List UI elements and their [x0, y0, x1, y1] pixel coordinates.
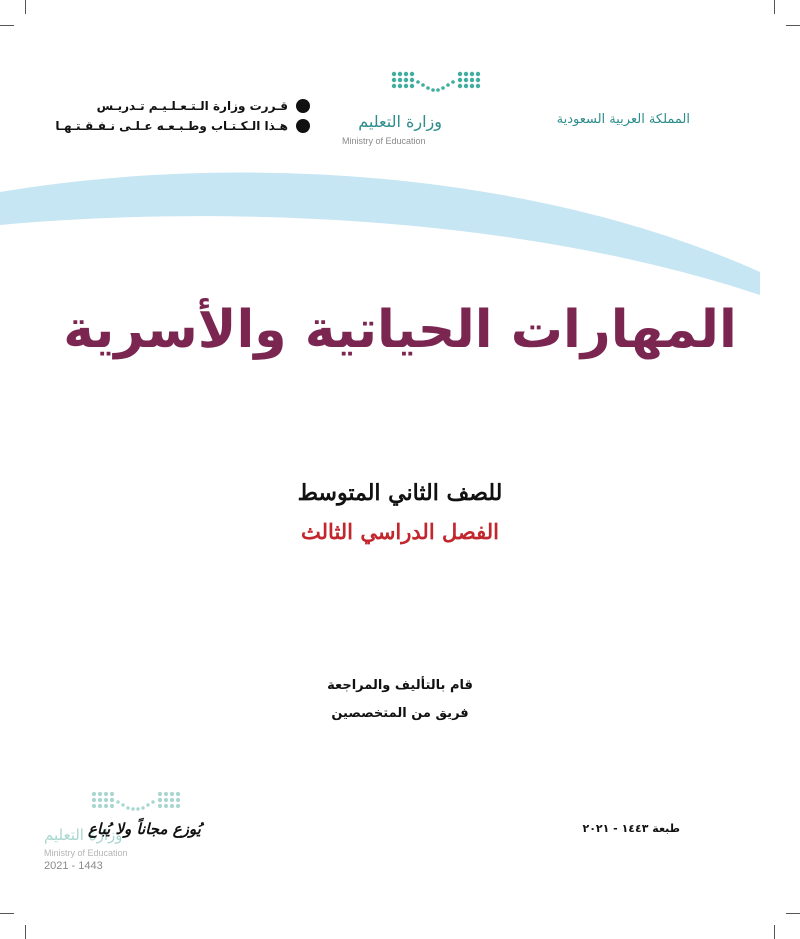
credit-line-1: قام بالتأليف والمراجعة: [327, 678, 473, 693]
ministry-logo-icon: [88, 790, 188, 818]
semester-label: الفصل الدراسي الثالث: [301, 519, 499, 544]
ministry-name-ar: وزارة التعليم: [358, 112, 442, 131]
free-distribution-stamp: يُوزع مجاناً ولا يُباع: [88, 820, 201, 838]
crop-mark: [25, 925, 26, 939]
book-title: المهارات الحياتية والأسرية: [63, 300, 737, 360]
ministry-name-en: Ministry of Education: [342, 136, 426, 146]
grade-label: للصف الثاني المتوسط: [297, 480, 503, 506]
decree-line-2: هـذا الـكـتـاب وطـبـعـه عـلـى نـفـقـتـهـا: [55, 119, 288, 133]
decree-line-1: قـررت وزارة الـتـعـلـيـم تـدريـس: [96, 99, 288, 113]
crop-mark: [786, 913, 800, 914]
footer-logo: [44, 790, 204, 880]
kingdom-label: المملكة العربية السعودية: [556, 112, 690, 127]
logo-year: 2021 - 1443: [44, 860, 103, 872]
crop-mark: [0, 913, 14, 914]
footer-ministry-name-ar: وزارة التعليم: [44, 826, 123, 844]
footer-ministry-name-en: Ministry of Education: [44, 848, 128, 858]
credit-line-2: فريق من المتخصصين: [331, 706, 469, 721]
wave-decoration: [0, 0, 800, 320]
crop-mark: [774, 925, 775, 939]
edition-label: طبعة ١٤٤٣ - ٢٠٢١: [582, 822, 680, 835]
